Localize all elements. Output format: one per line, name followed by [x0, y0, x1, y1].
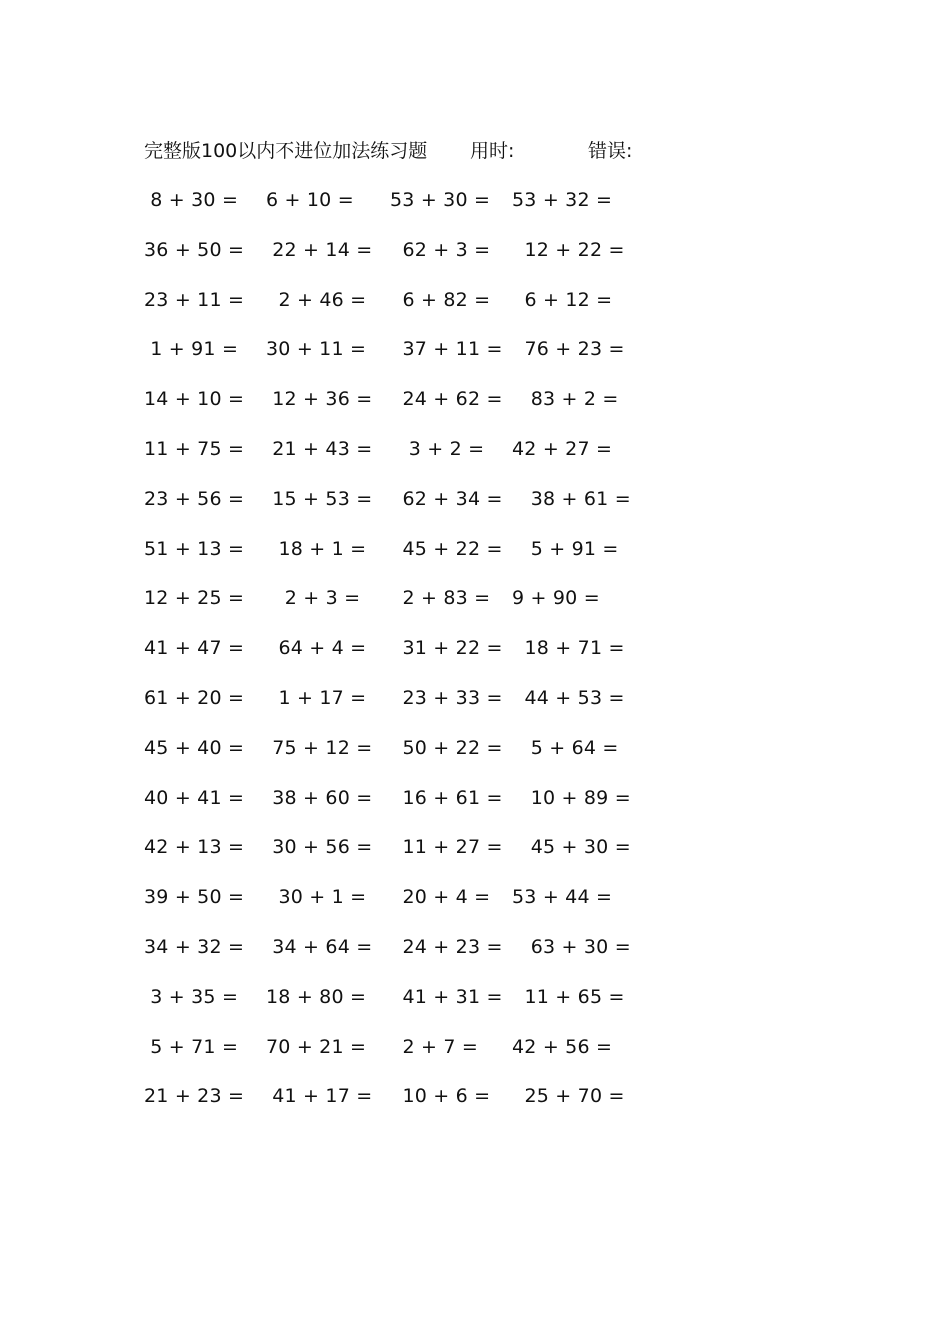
problem-row	[0, 533, 950, 583]
time-label: 用时:	[470, 140, 515, 162]
addition-problem: 30 + 56 =	[266, 836, 373, 859]
addition-problem: 45 + 40 =	[144, 736, 245, 759]
addition-problem: 8 + 30 =	[144, 189, 239, 211]
addition-problem: 12 + 25 =	[144, 587, 245, 610]
worksheet-title: 完整版100以内不进位加法练习题	[144, 140, 428, 162]
addition-problem: 31 + 22 =	[390, 637, 503, 660]
addition-problem: 30 + 1 =	[266, 886, 367, 909]
addition-problem: 2 + 83 =	[390, 587, 491, 610]
addition-problem: 34 + 32 =	[144, 935, 245, 958]
addition-problem: 76 + 23 =	[512, 338, 625, 361]
problem-row	[0, 682, 950, 732]
addition-problem: 2 + 7 =	[390, 1035, 479, 1058]
addition-problem: 10 + 6 =	[390, 1085, 491, 1108]
addition-problem: 61 + 20 =	[144, 686, 245, 709]
addition-problem: 10 + 89 =	[512, 786, 631, 809]
addition-problem: 40 + 41 =	[144, 786, 245, 809]
problem-row	[0, 333, 950, 383]
addition-problem: 37 + 11 =	[390, 338, 503, 361]
problem-row	[0, 732, 950, 782]
addition-problem: 21 + 43 =	[266, 437, 373, 460]
problem-row	[0, 981, 950, 1031]
addition-problem: 3 + 35 =	[144, 985, 239, 1008]
addition-problem: 70 + 21 =	[266, 1035, 367, 1058]
addition-problem: 6 + 82 =	[390, 288, 491, 311]
addition-problem: 14 + 10 =	[144, 388, 245, 411]
addition-problem: 63 + 30 =	[512, 935, 631, 958]
addition-problem: 41 + 17 =	[266, 1085, 373, 1108]
addition-problem: 5 + 64 =	[512, 736, 619, 759]
problem-row	[0, 284, 950, 334]
addition-problem: 21 + 23 =	[144, 1085, 245, 1108]
problem-row	[0, 582, 950, 632]
addition-problem: 11 + 65 =	[512, 985, 625, 1008]
addition-problem: 30 + 11 =	[266, 338, 367, 361]
addition-problem: 9 + 90 =	[512, 587, 600, 610]
addition-problem: 42 + 27 =	[512, 437, 613, 460]
addition-problem: 6 + 10 =	[266, 189, 354, 211]
addition-problem: 1 + 91 =	[144, 338, 239, 361]
addition-problem: 11 + 27 =	[390, 836, 503, 859]
addition-problem: 41 + 31 =	[390, 985, 503, 1008]
problem-row	[0, 632, 950, 682]
addition-problem: 23 + 33 =	[390, 686, 503, 709]
addition-problem: 2 + 46 =	[266, 288, 367, 311]
addition-problem: 22 + 14 =	[266, 238, 373, 261]
addition-problem: 45 + 30 =	[512, 836, 631, 859]
addition-problem: 15 + 53 =	[266, 487, 373, 510]
addition-problem: 3 + 2 =	[390, 437, 485, 460]
addition-problem: 12 + 36 =	[266, 388, 373, 411]
addition-problem: 24 + 62 =	[390, 388, 503, 411]
problem-row	[0, 782, 950, 832]
addition-problem: 42 + 13 =	[144, 836, 245, 859]
addition-problem: 53 + 44 =	[512, 886, 613, 909]
addition-problem: 42 + 56 =	[512, 1035, 613, 1058]
worksheet-header	[144, 136, 704, 166]
addition-problem: 2 + 3 =	[266, 587, 361, 610]
addition-problem: 24 + 23 =	[390, 935, 503, 958]
addition-problem: 51 + 13 =	[144, 537, 245, 560]
problem-row	[0, 184, 950, 234]
addition-problem: 38 + 61 =	[512, 487, 631, 510]
problem-row	[0, 831, 950, 881]
addition-problem: 36 + 50 =	[144, 238, 245, 261]
addition-problem: 53 + 32 =	[512, 189, 613, 211]
addition-problem: 64 + 4 =	[266, 637, 367, 660]
problem-row	[0, 483, 950, 533]
problem-row	[0, 1080, 950, 1130]
addition-problem: 83 + 2 =	[512, 388, 619, 411]
addition-problem: 5 + 71 =	[144, 1035, 239, 1058]
addition-problem: 12 + 22 =	[512, 238, 625, 261]
addition-problem: 45 + 22 =	[390, 537, 503, 560]
addition-problem: 23 + 11 =	[144, 288, 245, 311]
addition-problem: 11 + 75 =	[144, 437, 245, 460]
addition-problem: 38 + 60 =	[266, 786, 373, 809]
addition-problem: 1 + 17 =	[266, 686, 367, 709]
addition-problem: 39 + 50 =	[144, 886, 245, 909]
problem-row	[0, 383, 950, 433]
problem-row	[0, 881, 950, 931]
addition-problem: 6 + 12 =	[512, 288, 613, 311]
addition-problem: 18 + 80 =	[266, 985, 367, 1008]
addition-problem: 62 + 34 =	[390, 487, 503, 510]
errors-label: 错误:	[588, 140, 633, 162]
addition-problem: 5 + 91 =	[512, 537, 619, 560]
problem-row	[0, 433, 950, 483]
addition-problem: 25 + 70 =	[512, 1085, 625, 1108]
addition-problem: 53 + 30 =	[390, 189, 491, 211]
problem-row	[0, 1031, 950, 1081]
addition-problem: 41 + 47 =	[144, 637, 245, 660]
addition-problem: 50 + 22 =	[390, 736, 503, 759]
problem-row	[0, 931, 950, 981]
addition-problem: 23 + 56 =	[144, 487, 245, 510]
addition-problem: 34 + 64 =	[266, 935, 373, 958]
addition-problem: 44 + 53 =	[512, 686, 625, 709]
addition-problem: 16 + 61 =	[390, 786, 503, 809]
addition-problem: 62 + 3 =	[390, 238, 491, 261]
problem-grid	[0, 184, 950, 1130]
addition-problem: 18 + 1 =	[266, 537, 367, 560]
addition-problem: 75 + 12 =	[266, 736, 373, 759]
addition-problem: 18 + 71 =	[512, 637, 625, 660]
problem-row	[0, 234, 950, 284]
addition-problem: 20 + 4 =	[390, 886, 491, 909]
